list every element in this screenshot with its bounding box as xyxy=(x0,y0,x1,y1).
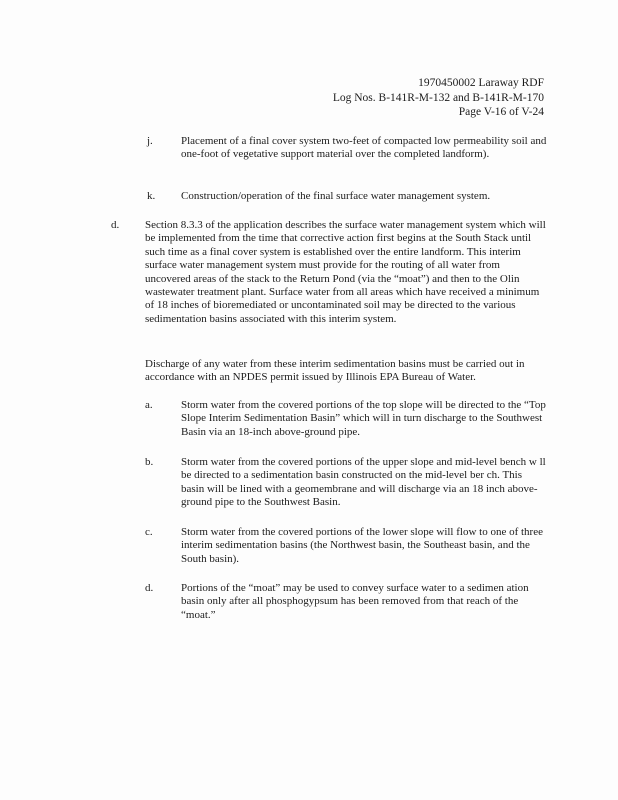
subitem-b-label: b. xyxy=(145,456,154,468)
item-d-paragraph-2: Discharge of any water from these interim sedimentation basins must be carried out in accordance with an NPDES permit issued by Illinois EPA Bureau of Water. xyxy=(145,358,525,384)
subitem-d-label: d. xyxy=(145,582,154,594)
subitem-c-label: c. xyxy=(145,526,153,538)
header-log-numbers: Log Nos. B-141R-M-132 and B-141R-M-170 xyxy=(332,91,544,104)
item-j-label: j. xyxy=(147,135,153,147)
item-d-paragraph-1: Section 8.3.3 of the application describes the surface water management system which will be implemented from the time that corrective action first begins at the South Stack until such time as a final cover system is established over the entire landform. This interim surface water management system must provide for the routing of all water from uncovered areas of the stack to the Return Pond (via the “moat”) and then to the Olin wastewater treatment plant. Surface water from all areas which have received a minimum of 18 inches of bioremediated or uncontaminated soil may be directed to the various sedimentation basins associated with this interim system. xyxy=(145,219,546,325)
item-k-text: Construction/operation of the final surface water management system. xyxy=(181,190,491,202)
subitem-a-text: Storm water from the covered portions of the top slope will be directed to the “Top Slope Interim Sedimentation Basin” which will in turn discharge to the Southwest Basin via an 18-inch above-ground pipe. xyxy=(181,399,546,438)
subitem-b-text: Storm water from the covered portions of the upper slope and mid-level bench w ll be directed to a sedimentation basin constructed on the mid-level ber ch. This basin will be lined with a geomembrane and will discharge via an 18 inch above-ground pipe to the Southwest Basin. xyxy=(181,456,546,509)
subitem-a-label: a. xyxy=(145,399,153,411)
header-page-number: Page V-16 of V-24 xyxy=(458,106,544,118)
subitem-c-text: Storm water from the covered portions of the lower slope will flow to one of three interim sedimentation basins (the Northwest basin, the Southeast basin, and the South basin). xyxy=(181,526,543,565)
item-k-label: k. xyxy=(147,190,156,202)
item-j-text: Placement of a final cover system two-feet of compacted low permeability soil and one-foot of vegetative support material over the completed landform). xyxy=(181,135,547,161)
header-id-facility: 1970450002 Laraway RDF xyxy=(418,77,544,89)
subitem-d-text: Portions of the “moat” may be used to convey surface water to a sedimen ation basin only after all phosphogypsum has been removed from that reach of the “moat.” xyxy=(181,582,529,621)
page-header xyxy=(333,76,544,120)
item-d-label: d. xyxy=(111,219,120,231)
